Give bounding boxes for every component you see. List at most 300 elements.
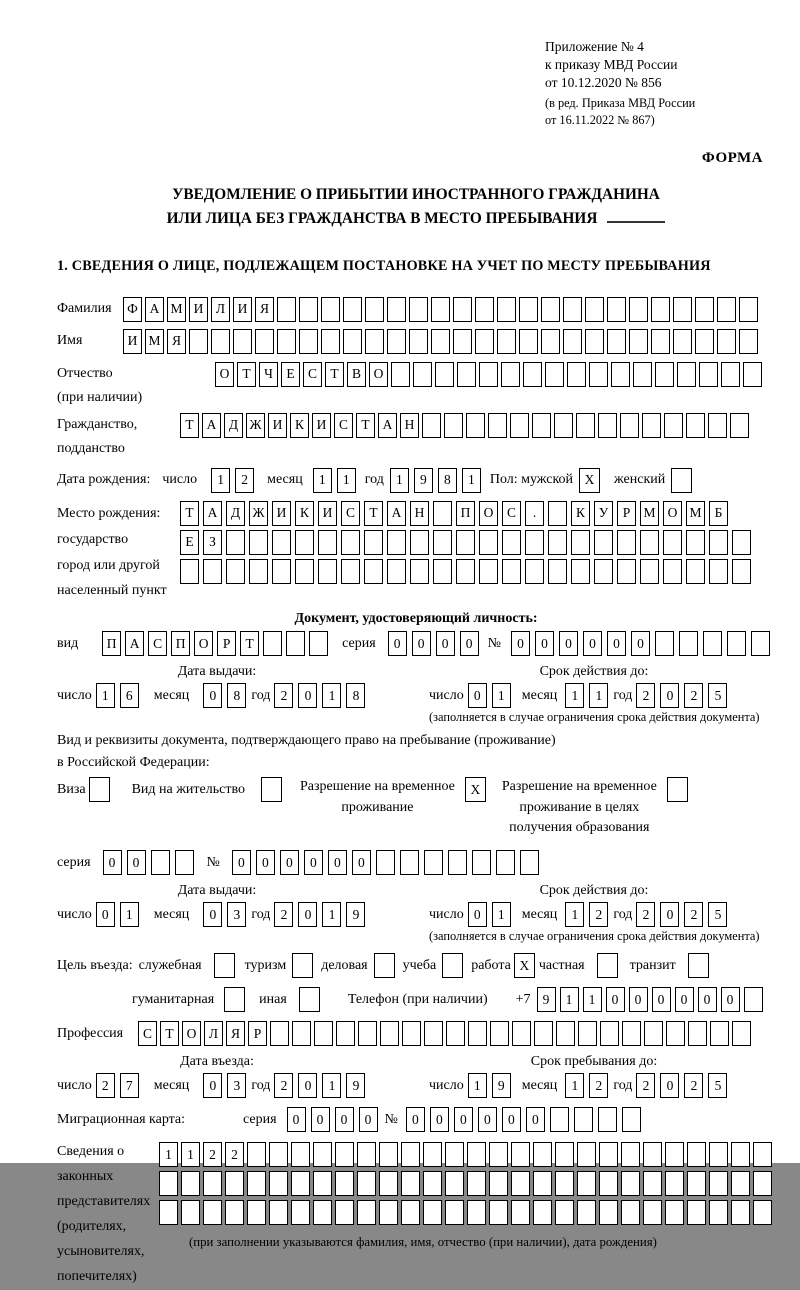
form-cell[interactable]: 2 — [636, 1073, 655, 1098]
form-cell[interactable] — [401, 1142, 420, 1167]
form-cell[interactable] — [511, 1171, 530, 1196]
form-cell[interactable] — [203, 1171, 222, 1196]
form-cell[interactable]: 1 — [96, 683, 115, 708]
form-cell[interactable]: 1 — [211, 468, 230, 493]
form-cell[interactable] — [709, 1171, 728, 1196]
form-cell[interactable]: 0 — [559, 631, 578, 656]
form-cell[interactable] — [695, 329, 714, 354]
form-cell[interactable] — [291, 1142, 310, 1167]
form-cell[interactable] — [365, 297, 384, 322]
form-cell[interactable] — [295, 530, 314, 555]
form-cell[interactable] — [211, 329, 230, 354]
form-cell[interactable]: Т — [325, 362, 344, 387]
form-cell[interactable]: 1 — [159, 1142, 178, 1167]
form-cell[interactable]: 0 — [721, 987, 740, 1012]
form-cell[interactable] — [431, 297, 450, 322]
form-cell[interactable]: З — [203, 530, 222, 555]
form-cell[interactable]: И — [272, 501, 291, 526]
form-cell[interactable] — [620, 413, 639, 438]
form-cell[interactable] — [387, 329, 406, 354]
form-cell[interactable] — [299, 329, 318, 354]
form-cell[interactable]: О — [215, 362, 234, 387]
form-cell[interactable] — [686, 530, 705, 555]
form-cell[interactable] — [424, 1021, 443, 1046]
form-cell[interactable] — [686, 413, 705, 438]
form-cell[interactable]: 2 — [235, 468, 254, 493]
form-cell[interactable] — [651, 329, 670, 354]
form-cell[interactable] — [379, 1200, 398, 1225]
form-cell[interactable]: 0 — [298, 902, 317, 927]
form-cell[interactable]: Л — [211, 297, 230, 322]
form-cell[interactable] — [548, 559, 567, 584]
form-cell[interactable]: И — [189, 297, 208, 322]
form-cell[interactable]: 0 — [631, 631, 650, 656]
form-cell[interactable]: Т — [237, 362, 256, 387]
form-cell[interactable] — [686, 559, 705, 584]
form-cell[interactable] — [336, 1021, 355, 1046]
form-cell[interactable] — [621, 1171, 640, 1196]
form-cell[interactable]: 0 — [352, 850, 371, 875]
form-cell[interactable] — [585, 297, 604, 322]
form-cell[interactable]: В — [347, 362, 366, 387]
purpose-other-checkbox[interactable] — [299, 987, 320, 1012]
form-cell[interactable] — [226, 559, 245, 584]
form-cell[interactable] — [598, 1107, 617, 1132]
form-cell[interactable] — [687, 1142, 706, 1167]
form-cell[interactable] — [180, 559, 199, 584]
form-cell[interactable]: Я — [255, 297, 274, 322]
form-cell[interactable] — [456, 530, 475, 555]
form-cell[interactable]: 0 — [203, 902, 222, 927]
form-cell[interactable]: 0 — [460, 631, 479, 656]
form-cell[interactable]: 0 — [511, 631, 530, 656]
form-cell[interactable] — [467, 1200, 486, 1225]
form-cell[interactable] — [387, 297, 406, 322]
form-cell[interactable] — [401, 1171, 420, 1196]
form-cell[interactable]: 2 — [203, 1142, 222, 1167]
form-cell[interactable]: Е — [180, 530, 199, 555]
form-cell[interactable] — [655, 362, 674, 387]
form-cell[interactable]: 2 — [636, 683, 655, 708]
form-cell[interactable]: 0 — [412, 631, 431, 656]
form-cell[interactable]: 0 — [388, 631, 407, 656]
form-cell[interactable] — [617, 530, 636, 555]
form-cell[interactable] — [709, 1200, 728, 1225]
form-cell[interactable] — [409, 297, 428, 322]
form-cell[interactable] — [640, 530, 659, 555]
form-cell[interactable]: 0 — [359, 1107, 378, 1132]
form-cell[interactable] — [554, 413, 573, 438]
form-cell[interactable] — [710, 1021, 729, 1046]
form-cell[interactable]: Д — [226, 501, 245, 526]
form-cell[interactable]: 0 — [606, 987, 625, 1012]
form-cell[interactable] — [475, 329, 494, 354]
form-cell[interactable] — [475, 297, 494, 322]
form-cell[interactable] — [753, 1142, 772, 1167]
form-cell[interactable]: 0 — [406, 1107, 425, 1132]
form-cell[interactable]: 0 — [304, 850, 323, 875]
form-cell[interactable] — [313, 1171, 332, 1196]
form-cell[interactable]: 0 — [660, 902, 679, 927]
form-cell[interactable]: Т — [356, 413, 375, 438]
form-cell[interactable] — [643, 1171, 662, 1196]
form-cell[interactable] — [501, 362, 520, 387]
form-cell[interactable]: 2 — [684, 902, 703, 927]
purpose-tourism-checkbox[interactable] — [292, 953, 313, 978]
form-cell[interactable]: 5 — [708, 1073, 727, 1098]
form-cell[interactable] — [621, 1200, 640, 1225]
form-cell[interactable] — [629, 297, 648, 322]
form-cell[interactable] — [379, 1171, 398, 1196]
form-cell[interactable] — [533, 1142, 552, 1167]
temp-permit-checkbox[interactable]: X — [465, 777, 486, 802]
form-cell[interactable] — [269, 1200, 288, 1225]
form-cell[interactable] — [577, 1200, 596, 1225]
form-cell[interactable] — [445, 1200, 464, 1225]
form-cell[interactable]: 5 — [708, 902, 727, 927]
form-cell[interactable] — [181, 1171, 200, 1196]
form-cell[interactable]: О — [479, 501, 498, 526]
form-cell[interactable] — [594, 530, 613, 555]
form-cell[interactable]: 1 — [313, 468, 332, 493]
form-cell[interactable] — [490, 1021, 509, 1046]
form-cell[interactable] — [502, 530, 521, 555]
form-cell[interactable] — [376, 850, 395, 875]
form-cell[interactable] — [732, 559, 751, 584]
form-cell[interactable] — [708, 413, 727, 438]
form-cell[interactable] — [457, 362, 476, 387]
purpose-business-checkbox[interactable] — [374, 953, 395, 978]
form-cell[interactable] — [717, 329, 736, 354]
form-cell[interactable] — [263, 631, 282, 656]
form-cell[interactable]: 0 — [652, 987, 671, 1012]
form-cell[interactable] — [699, 362, 718, 387]
form-cell[interactable] — [387, 559, 406, 584]
form-cell[interactable] — [548, 530, 567, 555]
form-cell[interactable] — [295, 559, 314, 584]
form-cell[interactable] — [512, 1021, 531, 1046]
form-cell[interactable] — [640, 559, 659, 584]
form-cell[interactable]: П — [456, 501, 475, 526]
form-cell[interactable] — [247, 1200, 266, 1225]
form-cell[interactable] — [665, 1142, 684, 1167]
form-cell[interactable]: 9 — [346, 902, 365, 927]
form-cell[interactable] — [673, 329, 692, 354]
form-cell[interactable] — [479, 559, 498, 584]
form-cell[interactable]: 0 — [478, 1107, 497, 1132]
form-cell[interactable] — [433, 501, 452, 526]
form-cell[interactable] — [318, 530, 337, 555]
form-cell[interactable] — [181, 1200, 200, 1225]
form-cell[interactable]: Т — [240, 631, 259, 656]
form-cell[interactable]: П — [102, 631, 121, 656]
form-cell[interactable] — [321, 329, 340, 354]
form-cell[interactable]: М — [145, 329, 164, 354]
form-cell[interactable] — [364, 559, 383, 584]
form-cell[interactable] — [364, 530, 383, 555]
form-cell[interactable] — [731, 1200, 750, 1225]
form-cell[interactable]: 0 — [468, 683, 487, 708]
form-cell[interactable]: 0 — [298, 1073, 317, 1098]
form-cell[interactable] — [541, 297, 560, 322]
form-cell[interactable] — [203, 1200, 222, 1225]
form-cell[interactable] — [272, 559, 291, 584]
form-cell[interactable] — [175, 850, 194, 875]
form-cell[interactable]: О — [194, 631, 213, 656]
form-cell[interactable] — [249, 559, 268, 584]
form-cell[interactable] — [629, 329, 648, 354]
form-cell[interactable]: С — [148, 631, 167, 656]
form-cell[interactable] — [433, 530, 452, 555]
form-cell[interactable] — [341, 559, 360, 584]
form-cell[interactable]: Р — [217, 631, 236, 656]
sex-female-checkbox[interactable] — [671, 468, 692, 493]
form-cell[interactable]: 2 — [636, 902, 655, 927]
form-cell[interactable] — [496, 850, 515, 875]
form-cell[interactable] — [445, 1142, 464, 1167]
form-cell[interactable] — [379, 1142, 398, 1167]
form-cell[interactable]: С — [502, 501, 521, 526]
form-cell[interactable]: . — [525, 501, 544, 526]
form-cell[interactable] — [431, 329, 450, 354]
form-cell[interactable] — [687, 1200, 706, 1225]
form-cell[interactable]: С — [341, 501, 360, 526]
form-cell[interactable] — [563, 329, 582, 354]
form-cell[interactable] — [651, 297, 670, 322]
purpose-study-checkbox[interactable] — [442, 953, 463, 978]
form-cell[interactable] — [313, 1200, 332, 1225]
form-cell[interactable] — [479, 362, 498, 387]
form-cell[interactable] — [665, 1171, 684, 1196]
form-cell[interactable]: И — [318, 501, 337, 526]
form-cell[interactable]: 6 — [120, 683, 139, 708]
form-cell[interactable] — [249, 530, 268, 555]
form-cell[interactable] — [534, 1021, 553, 1046]
form-cell[interactable] — [607, 329, 626, 354]
form-cell[interactable] — [410, 530, 429, 555]
form-cell[interactable] — [519, 297, 538, 322]
form-cell[interactable]: 0 — [328, 850, 347, 875]
form-cell[interactable] — [532, 413, 551, 438]
form-cell[interactable]: 1 — [462, 468, 481, 493]
form-cell[interactable]: 0 — [311, 1107, 330, 1132]
form-cell[interactable]: 0 — [287, 1107, 306, 1132]
form-cell[interactable] — [410, 559, 429, 584]
form-cell[interactable]: 0 — [454, 1107, 473, 1132]
form-cell[interactable] — [456, 559, 475, 584]
form-cell[interactable]: И — [233, 297, 252, 322]
form-cell[interactable]: С — [303, 362, 322, 387]
form-cell[interactable] — [472, 850, 491, 875]
form-cell[interactable]: М — [686, 501, 705, 526]
form-cell[interactable] — [574, 1107, 593, 1132]
form-cell[interactable] — [577, 1142, 596, 1167]
form-cell[interactable]: 2 — [274, 902, 293, 927]
form-cell[interactable] — [673, 297, 692, 322]
form-cell[interactable]: И — [123, 329, 142, 354]
form-cell[interactable] — [269, 1142, 288, 1167]
form-cell[interactable]: Я — [226, 1021, 245, 1046]
form-cell[interactable]: 1 — [390, 468, 409, 493]
form-cell[interactable]: 0 — [468, 902, 487, 927]
form-cell[interactable] — [255, 329, 274, 354]
form-cell[interactable]: 1 — [560, 987, 579, 1012]
form-cell[interactable] — [444, 413, 463, 438]
form-cell[interactable]: 1 — [565, 902, 584, 927]
form-cell[interactable] — [467, 1171, 486, 1196]
form-cell[interactable]: Д — [224, 413, 243, 438]
form-cell[interactable] — [679, 631, 698, 656]
form-cell[interactable] — [665, 1200, 684, 1225]
form-cell[interactable]: Т — [160, 1021, 179, 1046]
form-cell[interactable] — [688, 1021, 707, 1046]
form-cell[interactable] — [400, 850, 419, 875]
form-cell[interactable] — [599, 1200, 618, 1225]
purpose-official-checkbox[interactable] — [214, 953, 235, 978]
form-cell[interactable] — [433, 559, 452, 584]
form-cell[interactable] — [599, 1142, 618, 1167]
form-cell[interactable]: 1 — [181, 1142, 200, 1167]
form-cell[interactable]: Я — [167, 329, 186, 354]
form-cell[interactable] — [225, 1171, 244, 1196]
form-cell[interactable] — [313, 1142, 332, 1167]
form-cell[interactable]: 0 — [335, 1107, 354, 1132]
form-cell[interactable]: 0 — [583, 631, 602, 656]
form-cell[interactable]: 0 — [430, 1107, 449, 1132]
form-cell[interactable] — [497, 329, 516, 354]
form-cell[interactable] — [520, 850, 539, 875]
form-cell[interactable]: 0 — [526, 1107, 545, 1132]
form-cell[interactable] — [489, 1142, 508, 1167]
form-cell[interactable]: 1 — [322, 1073, 341, 1098]
form-cell[interactable] — [655, 631, 674, 656]
form-cell[interactable] — [703, 631, 722, 656]
form-cell[interactable] — [159, 1171, 178, 1196]
form-cell[interactable]: 0 — [127, 850, 146, 875]
form-cell[interactable] — [357, 1142, 376, 1167]
form-cell[interactable] — [343, 297, 362, 322]
form-cell[interactable] — [358, 1021, 377, 1046]
form-cell[interactable]: 0 — [607, 631, 626, 656]
form-cell[interactable] — [335, 1142, 354, 1167]
form-cell[interactable] — [468, 1021, 487, 1046]
form-cell[interactable] — [489, 1200, 508, 1225]
form-cell[interactable]: 1 — [583, 987, 602, 1012]
form-cell[interactable] — [663, 530, 682, 555]
form-cell[interactable] — [151, 850, 170, 875]
form-cell[interactable]: О — [663, 501, 682, 526]
form-cell[interactable] — [341, 530, 360, 555]
form-cell[interactable] — [488, 413, 507, 438]
form-cell[interactable] — [743, 362, 762, 387]
form-cell[interactable] — [607, 297, 626, 322]
form-cell[interactable] — [292, 1021, 311, 1046]
form-cell[interactable] — [709, 530, 728, 555]
form-cell[interactable]: 2 — [684, 1073, 703, 1098]
form-cell[interactable]: 0 — [280, 850, 299, 875]
form-cell[interactable]: Ж — [246, 413, 265, 438]
form-cell[interactable] — [666, 1021, 685, 1046]
form-cell[interactable] — [489, 1171, 508, 1196]
form-cell[interactable]: 0 — [103, 850, 122, 875]
form-cell[interactable] — [423, 1142, 442, 1167]
form-cell[interactable]: 9 — [346, 1073, 365, 1098]
form-cell[interactable] — [709, 1142, 728, 1167]
form-cell[interactable]: 8 — [438, 468, 457, 493]
form-cell[interactable] — [599, 1171, 618, 1196]
form-cell[interactable] — [571, 530, 590, 555]
form-cell[interactable] — [321, 297, 340, 322]
form-cell[interactable] — [548, 501, 567, 526]
form-cell[interactable]: К — [571, 501, 590, 526]
form-cell[interactable]: С — [138, 1021, 157, 1046]
form-cell[interactable] — [523, 362, 542, 387]
form-cell[interactable] — [402, 1021, 421, 1046]
form-cell[interactable]: А — [145, 297, 164, 322]
form-cell[interactable] — [423, 1200, 442, 1225]
form-cell[interactable] — [466, 413, 485, 438]
form-cell[interactable]: М — [640, 501, 659, 526]
form-cell[interactable] — [453, 297, 472, 322]
form-cell[interactable]: А — [378, 413, 397, 438]
form-cell[interactable] — [730, 413, 749, 438]
form-cell[interactable]: К — [290, 413, 309, 438]
form-cell[interactable] — [541, 329, 560, 354]
form-cell[interactable] — [621, 1142, 640, 1167]
form-cell[interactable] — [721, 362, 740, 387]
form-cell[interactable] — [277, 297, 296, 322]
form-cell[interactable] — [357, 1171, 376, 1196]
form-cell[interactable]: 1 — [337, 468, 356, 493]
form-cell[interactable] — [687, 1171, 706, 1196]
form-cell[interactable]: П — [171, 631, 190, 656]
form-cell[interactable]: 5 — [708, 683, 727, 708]
form-cell[interactable]: 2 — [225, 1142, 244, 1167]
form-cell[interactable]: А — [387, 501, 406, 526]
form-cell[interactable]: 0 — [436, 631, 455, 656]
form-cell[interactable]: 0 — [203, 1073, 222, 1098]
form-cell[interactable]: 3 — [227, 1073, 246, 1098]
form-cell[interactable] — [664, 413, 683, 438]
form-cell[interactable] — [365, 329, 384, 354]
form-cell[interactable] — [446, 1021, 465, 1046]
temp-edu-checkbox[interactable] — [667, 777, 688, 802]
form-cell[interactable] — [555, 1142, 574, 1167]
form-cell[interactable]: 9 — [537, 987, 556, 1012]
form-cell[interactable]: Н — [410, 501, 429, 526]
form-cell[interactable] — [391, 362, 410, 387]
form-cell[interactable] — [159, 1200, 178, 1225]
form-cell[interactable]: 2 — [274, 683, 293, 708]
residence-permit-checkbox[interactable] — [261, 777, 282, 802]
form-cell[interactable] — [226, 530, 245, 555]
form-cell[interactable] — [525, 530, 544, 555]
form-cell[interactable]: А — [202, 413, 221, 438]
form-cell[interactable]: 1 — [492, 683, 511, 708]
form-cell[interactable] — [732, 1021, 751, 1046]
form-cell[interactable]: 0 — [256, 850, 275, 875]
form-cell[interactable] — [269, 1171, 288, 1196]
form-cell[interactable] — [424, 850, 443, 875]
form-cell[interactable] — [309, 631, 328, 656]
form-cell[interactable]: 1 — [492, 902, 511, 927]
purpose-work-checkbox[interactable]: X — [514, 953, 535, 978]
form-cell[interactable] — [272, 530, 291, 555]
form-cell[interactable] — [677, 362, 696, 387]
form-cell[interactable]: 2 — [589, 902, 608, 927]
form-cell[interactable]: 0 — [629, 987, 648, 1012]
form-cell[interactable] — [357, 1200, 376, 1225]
